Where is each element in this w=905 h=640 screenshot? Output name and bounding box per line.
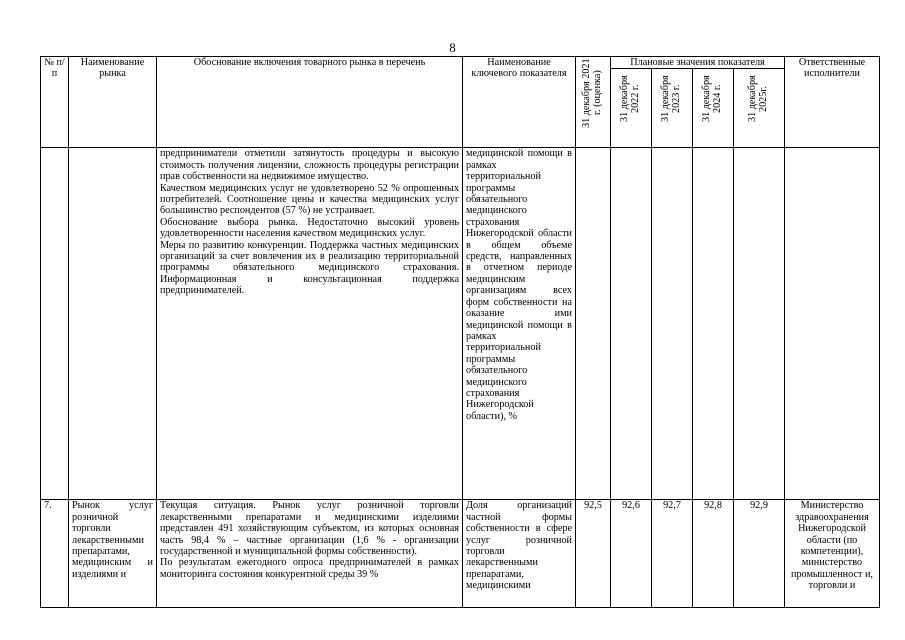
cell-market-empty — [69, 148, 157, 500]
cell-value-empty — [734, 148, 785, 500]
header-market: Наименование рынка — [69, 57, 157, 148]
cell-num: 7. — [41, 500, 69, 608]
cell-value-2022: 92,6 — [611, 500, 652, 608]
header-justification: Обоснование включения товарного рынка в перечень — [157, 57, 463, 148]
cell-justification — [157, 500, 463, 608]
market-table — [40, 56, 880, 608]
header-planned-values: Плановые значения показателя — [611, 57, 785, 69]
cell-value-empty — [576, 148, 611, 500]
header-estimate-2021-text: 31 декабря 2021 г. (оценка) — [581, 58, 603, 128]
header-year-2025-text: 31 декабря 2025г. — [747, 76, 769, 123]
header-indicator: Наименование ключевого показателя — [463, 57, 576, 148]
justification-paragraph: Качеством медицинских услуг не удовлетворено 52 % опрошенных потребителей. Соотношение цены и качества медицинских услуг большинство респондентов (57 %) не устраивает. — [160, 182, 459, 217]
cell-value-2024: 92,8 — [693, 500, 734, 608]
justification-paragraph: По результатам ежегодного опроса предпринимателей в рамках мониторинга состояния конкурентной среды 39 % — [160, 557, 459, 580]
cell-indicator: медицинской помощи в рамках территориальной программы обязательного медицинского страхования Нижегородской области в общем объеме средств, направленных в отчетном периоде медицинским организациям всех форм собственности на оказание ими медицинской помощи в рамках территориальной программы обязательного медицинского страхования Нижегородской области), % — [463, 148, 576, 500]
header-responsible: Ответственные исполнители — [785, 57, 880, 148]
cell-num-empty — [41, 148, 69, 500]
cell-justification — [157, 148, 463, 500]
header-year-2023-text: 31 декабря 2023 г. — [660, 76, 682, 123]
cell-market: Рынок услуг розничной торговли лекарственными препаратами, медицинским и изделиями и — [69, 500, 157, 608]
header-num: № п/п — [41, 57, 69, 148]
page-number: 8 — [449, 40, 456, 55]
cell-value-2021: 92,5 — [576, 500, 611, 608]
header-year-2022-text: 31 декабря 2022 г. — [619, 76, 641, 123]
cell-value-empty — [693, 148, 734, 500]
cell-value-empty — [652, 148, 693, 500]
cell-responsible-empty — [785, 148, 880, 500]
table-row — [41, 148, 880, 500]
header-year-2025 — [734, 69, 785, 148]
justification-paragraph: Текущая ситуация. Рынок услуг розничной торговли лекарственными препаратами и медицинскими изделиями представлен 491 хозяйствующим субъектом, из которых основная часть 98,4 % – частные организации (1,6 % - организации государственной и муниципальной формы собственности). — [160, 500, 459, 558]
justification-paragraph: Обоснование выбора рынка. Недостаточно высокий уровень удовлетворенности населения качеством медицинских услуг. — [160, 216, 459, 240]
header-year-2022 — [611, 69, 652, 148]
table-row — [41, 500, 880, 608]
cell-value-2023: 92,7 — [652, 500, 693, 608]
justification-paragraph: предприниматели отметили затянутость процедуры и высокую стоимость получения лицензии, сложность процедуры регистрации прав собственности на недвижимое имущество. — [160, 148, 459, 183]
header-year-2024 — [693, 69, 734, 148]
header-year-2024-text: 31 декабря 2024 г. — [701, 76, 723, 123]
cell-responsible: Министерство здравоохранения Нижегородской области (по компетенции), министерство промышленност и, торговли и — [785, 500, 880, 608]
header-year-2023 — [652, 69, 693, 148]
justification-paragraph: Меры по развитию конкуренции. Поддержка частных медицинских организаций за счет вовлечения их в реализацию территориальной программы обязательного медицинского страхования. Информационная и консультационная поддержка предпринимателей. — [160, 239, 459, 297]
cell-value-empty — [611, 148, 652, 500]
cell-value-2025: 92,9 — [734, 500, 785, 608]
cell-indicator: Доля организаций частной формы собственности в сфере услуг розничной торговли лекарственными препаратами, медицинскими — [463, 500, 576, 608]
header-estimate-2021 — [576, 57, 611, 148]
